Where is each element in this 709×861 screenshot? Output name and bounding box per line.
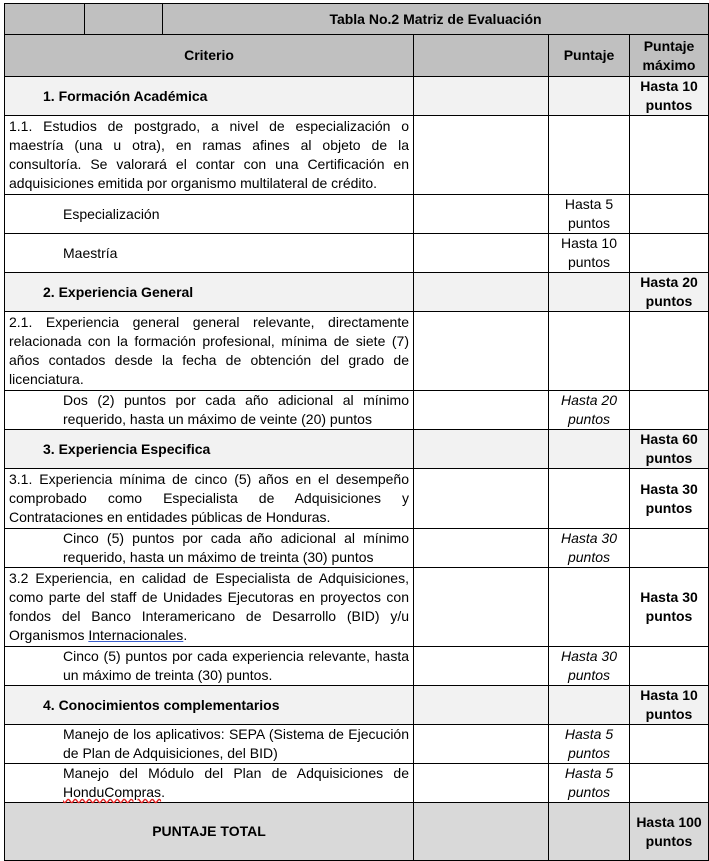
- section-label: 4. Conocimientos complementarios: [5, 686, 414, 725]
- puntaje-value: Hasta 10 puntos: [549, 234, 630, 273]
- header-blank: [414, 35, 549, 77]
- criterion-text: [5, 764, 414, 803]
- table-row: [5, 764, 709, 803]
- total-max: Hasta 100 puntos: [630, 803, 709, 861]
- puntaje-value: Hasta 30 puntos: [549, 529, 630, 568]
- criterion-text: 3.1. Experiencia mínima de cinco (5) años en el desempeño comprobado como Especialista de Adquisiciones y Contrataciones en entidades públicas de Honduras.: [5, 469, 414, 529]
- empty-cell: [414, 469, 549, 529]
- table-row: [5, 391, 709, 430]
- table-title-row: [5, 4, 709, 35]
- empty-cell: [549, 686, 630, 725]
- empty-cell: [414, 273, 549, 312]
- criterion-text-main: Manejo del Módulo del Plan de Adquisiciones de: [63, 765, 409, 781]
- table-row: [5, 195, 709, 234]
- section-row: [5, 273, 709, 312]
- criterion-text: Maestría: [5, 234, 414, 273]
- puntaje-value: Hasta 20 puntos: [549, 391, 630, 430]
- criterion-text-main: 3.2 Experiencia, en calidad de Especialista de Adquisiciones, como parte del staff de Unidades Ejecutoras en proyectos con fondos del Banco Interamericano de Desarrollo (BID) y/u Organismos: [9, 570, 409, 643]
- table-header-row: [5, 35, 709, 77]
- table-row: [5, 725, 709, 764]
- criterion-text: Manejo de los aplicativos: SEPA (Sistema de Ejecución de Plan de Adquisiciones, del BID): [5, 725, 414, 764]
- section-row: [5, 77, 709, 116]
- section-max: Hasta 10 puntos: [630, 686, 709, 725]
- puntaje-value: Hasta 5 puntos: [549, 725, 630, 764]
- section-label: 2. Experiencia General: [5, 273, 414, 312]
- criterion-text: 1.1. Estudios de postgrado, a nivel de especialización o maestría (una u otra), en ramas afines al objeto de la consultoría. Se valorará el contar con una Certificación en adquisiciones emitida por organismo multilateral de crédito.: [5, 116, 414, 195]
- empty-cell: [630, 116, 709, 195]
- empty-cell: [630, 764, 709, 803]
- section-row: [5, 430, 709, 469]
- criterion-text-tail: .: [161, 784, 165, 800]
- empty-cell: [414, 391, 549, 430]
- table-row: [5, 234, 709, 273]
- empty-cell: [414, 568, 549, 647]
- section-row: [5, 686, 709, 725]
- puntaje-value: Hasta 30 puntos: [549, 647, 630, 686]
- puntaje-value: Hasta 5 puntos: [549, 195, 630, 234]
- empty-cell: [630, 195, 709, 234]
- title-blank-cell-2: [85, 4, 163, 35]
- empty-cell: [630, 312, 709, 391]
- empty-cell: [414, 764, 549, 803]
- empty-cell: [549, 430, 630, 469]
- empty-cell: [414, 116, 549, 195]
- header-puntaje: Puntaje: [549, 35, 630, 77]
- table-row: [5, 568, 709, 647]
- empty-cell: [414, 430, 549, 469]
- section-max: Hasta 10 puntos: [630, 77, 709, 116]
- section-max: Hasta 20 puntos: [630, 273, 709, 312]
- empty-cell: [549, 568, 630, 647]
- empty-cell: [414, 803, 549, 861]
- empty-cell: [414, 234, 549, 273]
- header-puntaje-maximo: Puntaje máximo: [630, 35, 709, 77]
- criterion-text-tail: .: [183, 627, 188, 643]
- section-max: Hasta 60 puntos: [630, 430, 709, 469]
- table-title: Tabla No.2 Matriz de Evaluación: [163, 4, 709, 35]
- criterion-text: Dos (2) puntos por cada año adicional al mínimo requerido, hasta un máximo de veinte (20) puntos: [5, 391, 414, 430]
- evaluation-matrix-table: [4, 3, 709, 861]
- spellcheck-underlined-word: HonduCompras: [63, 784, 162, 800]
- empty-cell: [630, 234, 709, 273]
- empty-cell: [549, 77, 630, 116]
- criterion-text: Especialización: [5, 195, 414, 234]
- section-label: 1. Formación Académica: [5, 77, 414, 116]
- criterion-text: Cinco (5) puntos por cada experiencia relevante, hasta un máximo de treinta (30) puntos.: [5, 647, 414, 686]
- empty-cell: [549, 469, 630, 529]
- table-row: [5, 469, 709, 529]
- underlined-word: Internacionales: [88, 627, 184, 643]
- section-label: 3. Experiencia Especifica: [5, 430, 414, 469]
- empty-cell: [630, 725, 709, 764]
- table-row: [5, 116, 709, 195]
- empty-cell: [630, 529, 709, 568]
- header-criterio: Criterio: [5, 35, 414, 77]
- table-row: [5, 647, 709, 686]
- empty-cell: [414, 725, 549, 764]
- empty-cell: [414, 647, 549, 686]
- empty-cell: [414, 686, 549, 725]
- empty-cell: [414, 312, 549, 391]
- empty-cell: [414, 77, 549, 116]
- empty-cell: [414, 195, 549, 234]
- criterion-max: Hasta 30 puntos: [630, 469, 709, 529]
- criterion-text: 2.1. Experiencia general general relevante, directamente relacionada con la formación profesional, mínima de siete (7) años contados desde la fecha de obtención del grado de licenciatura.: [5, 312, 414, 391]
- puntaje-value: Hasta 5 puntos: [549, 764, 630, 803]
- empty-cell: [549, 273, 630, 312]
- empty-cell: [549, 116, 630, 195]
- table-row: [5, 529, 709, 568]
- total-label: PUNTAJE TOTAL: [5, 803, 414, 861]
- empty-cell: [630, 391, 709, 430]
- empty-cell: [549, 803, 630, 861]
- total-row: [5, 803, 709, 861]
- empty-cell: [549, 312, 630, 391]
- table-row: [5, 312, 709, 391]
- criterion-max: Hasta 30 puntos: [630, 568, 709, 647]
- title-blank-cell-1: [5, 4, 85, 35]
- criterion-text: Cinco (5) puntos por cada año adicional al mínimo requerido, hasta un máximo de treinta (30) puntos: [5, 529, 414, 568]
- empty-cell: [630, 647, 709, 686]
- criterion-text: [5, 568, 414, 647]
- empty-cell: [414, 529, 549, 568]
